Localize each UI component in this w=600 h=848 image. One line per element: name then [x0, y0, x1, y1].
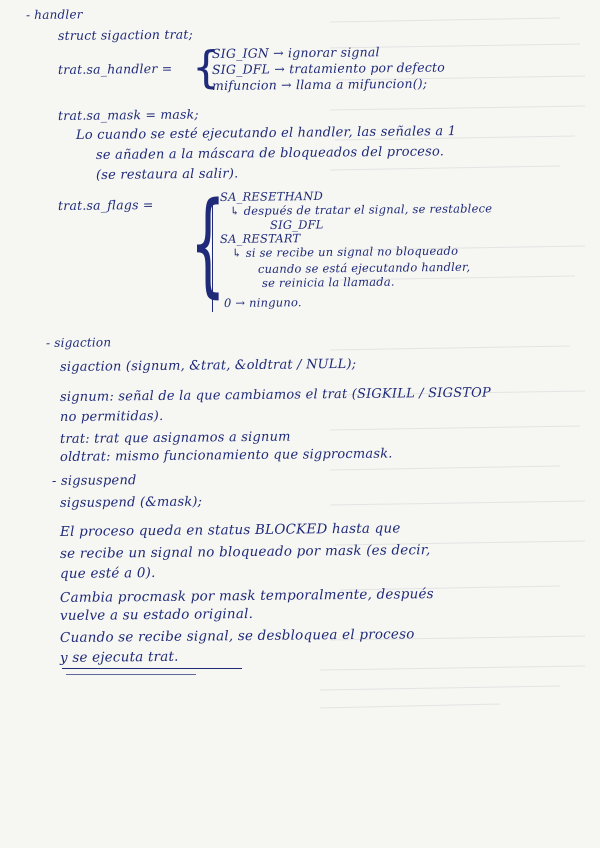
- sa-flags-option: 0 → ninguno.: [223, 295, 302, 310]
- section-heading-sigaction: - sigaction: [45, 335, 112, 350]
- sa-flags-option: ↳ si se recibe un signal no bloqueado: [231, 243, 459, 260]
- underline-mark: [62, 668, 242, 669]
- sa-handler-brace: {: [192, 42, 220, 93]
- sa-flags-label: trat.sa_flags =: [57, 197, 154, 213]
- sigsuspend-line: Cuando se recibe signal, se desbloquea el proceso: [59, 626, 415, 646]
- sigaction-line: oldtrat: mismo funcionamiento que sigprocmask.: [59, 446, 393, 465]
- struct-declaration: struct sigaction trat;: [57, 26, 194, 43]
- sa-flags-option: se reinicia la llamada.: [261, 274, 395, 290]
- sigsuspend-line: Cambia procmask por mask temporalmente, después: [59, 586, 434, 606]
- sa-handler-label: trat.sa_handler =: [57, 60, 173, 77]
- sa-mask-note-line: (se restaura al salir).: [95, 166, 239, 183]
- sa-flags-option: SA_RESETHAND: [219, 188, 324, 204]
- sa-mask-line: trat.sa_mask = mask;: [57, 106, 199, 123]
- section-heading-handler: - handler: [25, 7, 83, 22]
- section-heading-sigsuspend: - sigsuspend: [51, 473, 137, 489]
- sigsuspend-line-last: y se ejecuta trat.: [59, 648, 179, 666]
- sa-flags-option: SA_RESTART: [219, 231, 301, 246]
- sigsuspend-line: sigsuspend (&mask);: [59, 494, 203, 511]
- sa-handler-option: mifuncion → llama a mifuncion();: [211, 75, 428, 93]
- sigsuspend-line: El proceso queda en status BLOCKED hasta que: [59, 520, 401, 540]
- sa-mask-note-line: Lo cuando se esté ejecutando el handler, las señales a 1: [75, 124, 457, 143]
- sa-flags-option: cuando se está ejecutando handler,: [257, 259, 471, 276]
- sa-mask-note-line: se añaden a la máscara de bloqueados del proceso.: [95, 144, 445, 163]
- sa-flags-option: ↳ después de tratar el signal, se restablece: [229, 201, 493, 218]
- sigaction-line: signum: señal de la que cambiamos el trat (SIGKILL / SIGSTOP: [59, 385, 492, 405]
- sa-handler-option: SIG_DFL → tratamiento por defecto: [211, 59, 446, 77]
- sigsuspend-line: se recibe un signal no bloqueado por mask (es decir,: [59, 542, 431, 562]
- sigaction-line: no permitidas).: [59, 408, 164, 425]
- sa-flags-option: SIG_DFL: [269, 217, 324, 232]
- sigaction-line: sigaction (signum, &trat, &oldtrat / NULL);: [59, 356, 357, 375]
- sigaction-line: trat: trat que asignamos a signum: [59, 429, 291, 447]
- sa-handler-option: SIG_IGN → ignorar signal: [211, 44, 380, 61]
- underline-mark: [66, 674, 196, 675]
- sigsuspend-line: vuelve a su estado original.: [59, 605, 254, 624]
- sa-flags-bracket-line: [212, 200, 213, 312]
- sa-flags-brace: {: [190, 179, 226, 309]
- sigsuspend-line: que esté a 0).: [59, 565, 156, 582]
